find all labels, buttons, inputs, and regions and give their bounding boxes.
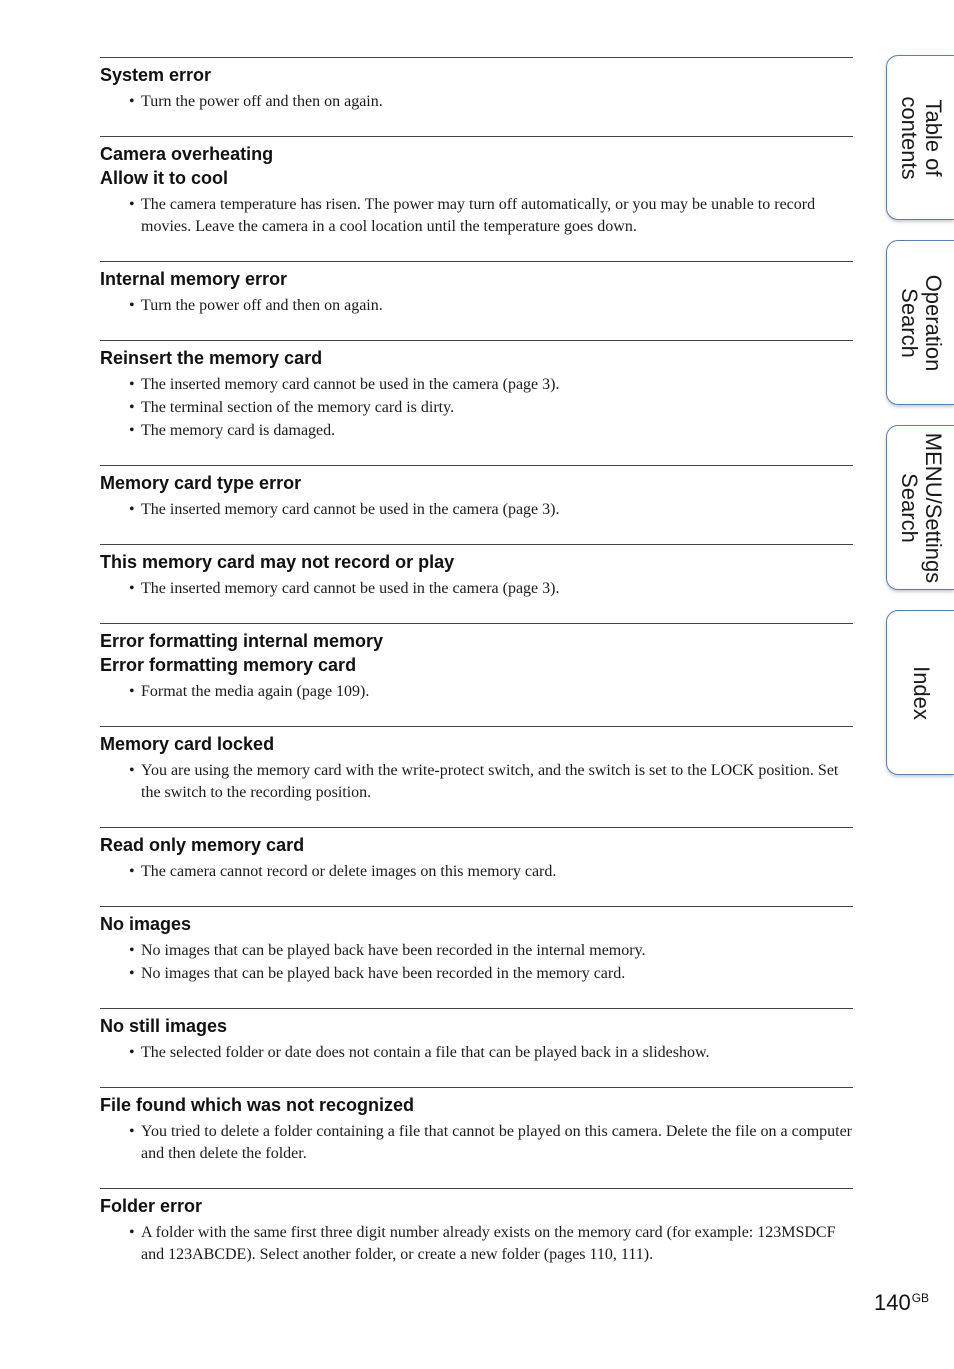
error-title: Camera overheating: [100, 144, 274, 164]
page-number-suffix: GB: [911, 1290, 930, 1305]
error-title: Reinsert the memory card: [100, 348, 323, 368]
error-title: Error formatting memory card: [100, 655, 357, 675]
error-entry: [100, 465, 853, 544]
bullet-list: [100, 499, 853, 521]
bullet-list: [100, 194, 853, 238]
error-title: Read only memory card: [100, 835, 305, 855]
tab-label: MENU/Settings Search: [896, 432, 946, 583]
bullet-list: [100, 1042, 853, 1064]
error-title: Internal memory error: [100, 269, 288, 289]
bullet-list: [100, 861, 853, 883]
error-entry: [100, 726, 853, 827]
error-entry: [100, 1087, 853, 1188]
bullet-item: • No images that can be played back have been recorded in the memory card.: [100, 963, 853, 985]
error-title: No images: [100, 914, 192, 934]
bullet-item: • You are using the memory card with the write-protect switch, and the switch is set to the LOCK position. Set the switch to the recording position.: [100, 760, 853, 804]
document-body: [100, 57, 853, 1289]
bullet-list: [100, 760, 853, 804]
bullet-list: [100, 1121, 853, 1165]
error-entry: [100, 1008, 853, 1087]
bullet-list: [100, 940, 853, 985]
error-title: Folder error: [100, 1196, 203, 1216]
bullet-item: • No images that can be played back have been recorded in the internal memory.: [100, 940, 853, 962]
error-entry: [100, 340, 853, 465]
bullet-item: • The memory card is damaged.: [100, 420, 853, 442]
bullet-list: [100, 295, 853, 317]
bullet-item: • A folder with the same first three digit number already exists on the memory card (for example: 123MSDCF and 123ABCDE). Select another folder, or create a new folder (pages 110, 111).: [100, 1222, 853, 1266]
side-tabs: [886, 0, 954, 1369]
error-title: Memory card type error: [100, 473, 302, 493]
bullet-item: • The inserted memory card cannot be used in the camera (page 3).: [100, 578, 853, 600]
error-title: Allow it to cool: [100, 168, 228, 188]
error-title: System error: [100, 65, 212, 85]
error-title: Error formatting internal memory: [100, 631, 384, 651]
bullet-item: • You tried to delete a folder containing a file that cannot be played on this camera. Delete the file on a computer and then delete the folder.: [100, 1121, 853, 1165]
error-title: This memory card may not record or play: [100, 552, 455, 572]
bullet-item: • Turn the power off and then on again.: [100, 295, 853, 317]
error-entry: [100, 906, 853, 1008]
bullet-list: [100, 681, 853, 703]
error-entry: [100, 827, 853, 906]
bullet-item: • The inserted memory card cannot be used in the camera (page 3).: [100, 499, 853, 521]
error-entry: [100, 136, 853, 261]
page-number: [874, 1290, 929, 1316]
tab-operation-search[interactable]: [886, 240, 954, 405]
bullet-item: • Turn the power off and then on again.: [100, 91, 853, 113]
error-entry: [100, 57, 853, 136]
tab-index[interactable]: [886, 610, 954, 775]
error-message-list: [100, 57, 853, 1289]
bullet-item: • The camera temperature has risen. The power may turn off automatically, or you may be unable to record movies. Leave the camera in a cool location until the temperature goes down.: [100, 194, 853, 238]
error-entry: [100, 1188, 853, 1289]
bullet-item: • Format the media again (page 109).: [100, 681, 853, 703]
error-entry: [100, 544, 853, 623]
bullet-item: • The selected folder or date does not contain a file that can be played back in a slideshow.: [100, 1042, 853, 1064]
page-number-value: 140: [874, 1290, 911, 1315]
error-title: Memory card locked: [100, 734, 275, 754]
bullet-item: • The camera cannot record or delete images on this memory card.: [100, 861, 853, 883]
error-entry: [100, 623, 853, 726]
error-title: File found which was not recognized: [100, 1095, 415, 1115]
tab-label: Index: [908, 665, 934, 720]
tab-menu-settings-search[interactable]: [886, 425, 954, 590]
bullet-item: • The terminal section of the memory card is dirty.: [100, 397, 853, 419]
error-entry: [100, 261, 853, 340]
bullet-list: [100, 374, 853, 442]
bullet-list: [100, 578, 853, 600]
bullet-list: [100, 1222, 853, 1266]
tab-label: Table of contents: [896, 95, 946, 180]
tab-label: Operation Search: [896, 274, 946, 371]
tab-table-of-contents[interactable]: [886, 55, 954, 220]
error-title: No still images: [100, 1016, 228, 1036]
bullet-item: • The inserted memory card cannot be used in the camera (page 3).: [100, 374, 853, 396]
bullet-list: [100, 91, 853, 113]
